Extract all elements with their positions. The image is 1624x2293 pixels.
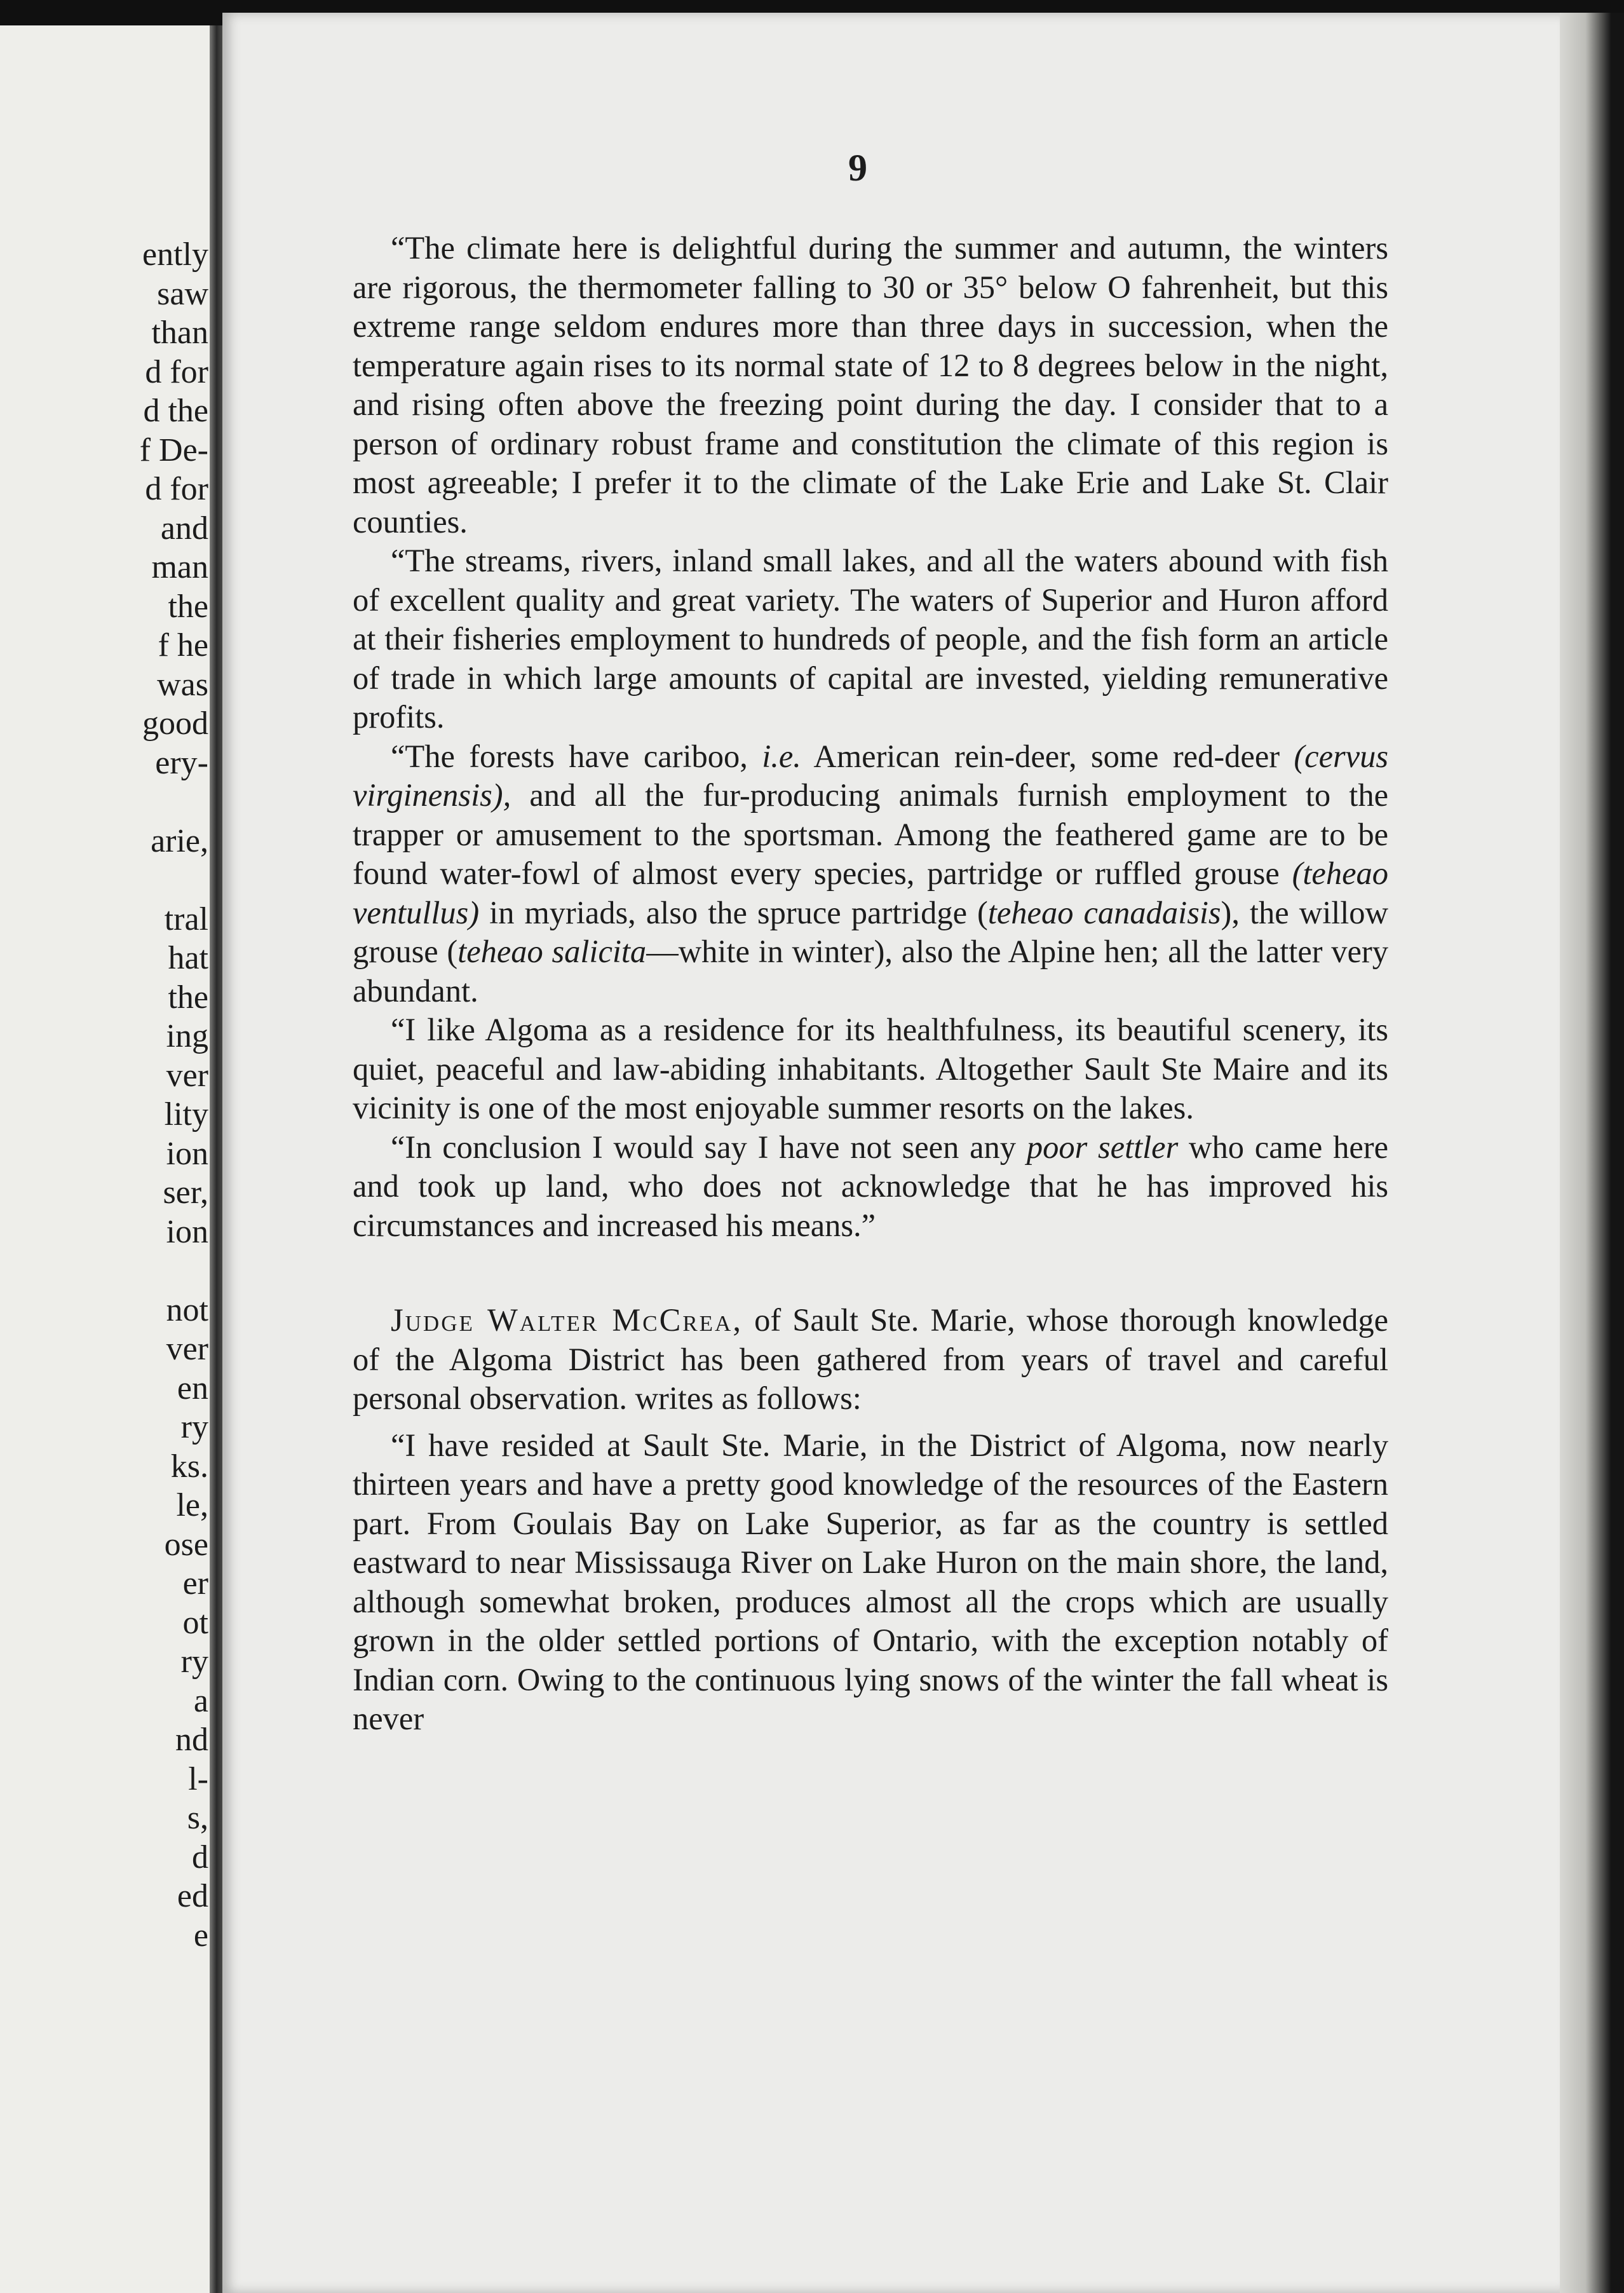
left-page-fragment: d for [145,353,208,390]
text-run: —white in winter), also the Alpine hen; all the latter very abundant. [353,934,1388,1009]
left-page-fragment: ry [180,1643,208,1680]
italic-run: poor settler [1026,1129,1179,1165]
body-text [353,229,1388,1739]
left-page-fragment: ing [166,1018,208,1054]
judge-name: Judge Walter McCrea, [391,1302,743,1338]
left-page-fragment: d the [143,393,208,429]
left-page-fragment: nd [175,1722,208,1758]
text-run: of Sault Ste. Marie, whose thorough knowledge of the Algoma District has been gathered from years of travel and careful personal observation. writes as follows: [353,1302,1388,1416]
left-page-fragment: ver [166,1057,208,1094]
left-page-fragment: hat [168,940,208,976]
left-page-fragment: ion [166,1213,208,1250]
paragraph-algoma: “I like Algoma as a residence for its healthfulness, its beautiful scenery, its quiet, peaceful and law-abiding inhabitants. Altogether Sault Ste Maire and its vicinity is one of the most enjoyable summer resorts on the lakes. [353,1012,1388,1126]
page-edge [1560,13,1624,2293]
left-page-fragment: l- [188,1760,208,1797]
paragraph-forests [353,737,1388,1011]
text-run: ), the willow grouse ( [353,894,1389,969]
left-page-fragment: good [142,705,208,742]
paragraph-fish: “The streams, rivers, inland small lakes, and all the waters abound with fish of excellent quality and great variety. The waters of Superior and Huron afford at their fisheries employment to hundreds of people, and the fish form an article of trade in which large amounts of capital are invested, yielding remunerative profits. [353,543,1388,735]
italic-run: (teheao ventullus) [353,855,1388,930]
previous-page-fragment [0,25,216,2293]
left-page-fragment: the [168,979,208,1016]
left-page-fragment: er [182,1565,208,1602]
italic-run: (cervus virginensis), [353,738,1388,813]
left-page-fragment: tral [164,901,208,937]
italic-run: teheao canadaisis [987,894,1221,930]
italic-run: teheao salicita [457,934,647,969]
left-page-fragment: ently [142,236,208,273]
text-run: and all the fur-producing animals furnish employment to the trapper or amusement to the sportsman. Among the feathered game are to be found water-fowl of almost every species, partridge or ruffled grouse [353,777,1388,891]
left-page-fragment: not [166,1291,208,1328]
italic-run: i.e. [762,738,801,774]
left-page-fragment: d for [145,471,208,507]
page-number: 9 [848,147,867,189]
left-page-fragment: ion [166,1135,208,1172]
left-page-fragment: ed [177,1878,208,1914]
left-page-fragment: f De- [139,432,208,468]
paragraph-climate: “The climate here is delightful during the summer and autumn, the winters are rigorous, the thermometer falling to 30 or 35° below O fahrenheit, but this extreme range seldom endures more than three days in succession, when the temperature again rises to its normal state of 12 to 8 degrees below in the night, and rising often above the freezing point during the day. I consider that to a person of ordinary robust frame and constitution the climate of this region is most agreeable; I prefer it to the climate of the Lake Erie and Lake St. Clair counties. [353,230,1388,540]
left-page-fragment: f he [158,627,208,663]
text-run: “The forests have cariboo, [391,738,762,774]
left-page-fragment: ks. [170,1448,208,1485]
left-page-fragment: s, [187,1800,208,1836]
left-page-fragment: and [160,510,208,547]
paragraph-conclusion [353,1128,1388,1246]
left-page-fragment: ery- [155,744,208,781]
left-page-fragment: was [157,666,208,703]
left-page-fragment: arie, [151,822,208,859]
left-page-fragment: saw [157,275,208,312]
left-page-fragment: ose [164,1526,208,1563]
left-page-fragment: e [193,1917,208,1954]
left-page-fragment: lity [164,1096,208,1133]
left-page-fragment: en [177,1370,208,1406]
text-run: American rein-deer, some red-deer [801,738,1294,774]
text-run: who came here and took up land, who does not acknowledge that he has improved his circumstances and increased his means.” [353,1129,1388,1243]
text-run: in myriads, also the spruce partridge ( [479,894,988,930]
text-run: “In conclusion I would say I have not seen any [391,1129,1027,1165]
left-page-fragment: the [168,588,208,625]
left-page-fragment: than [151,315,208,351]
left-page-fragment: ry [180,1409,208,1445]
left-page-fragment: man [151,549,208,585]
paragraph-residence: “I have resided at Sault Ste. Marie, in the District of Algoma, now nearly thirteen years and have a pretty good knowledge of the resources of the Eastern part. From Goulais Bay on Lake Superior, as far as the country is settled eastward to near Mississauga River on Lake Huron on the main shore, the land, although somewhat broken, produces almost all the crops which are usually grown in the older settled portions of Ontario, with the exception notably of Indian corn. Owing to the continuous lying snows of the winter the fall wheat is never [353,1427,1388,1736]
paragraph-judge [353,1301,1388,1419]
left-page-fragment: le, [176,1487,208,1523]
left-page-fragment: ver [166,1331,208,1367]
left-page-fragment: d [192,1839,208,1875]
left-page-fragment: ser, [163,1174,208,1211]
left-page-fragment: ot [182,1604,208,1641]
left-page-fragment: a [193,1682,208,1719]
